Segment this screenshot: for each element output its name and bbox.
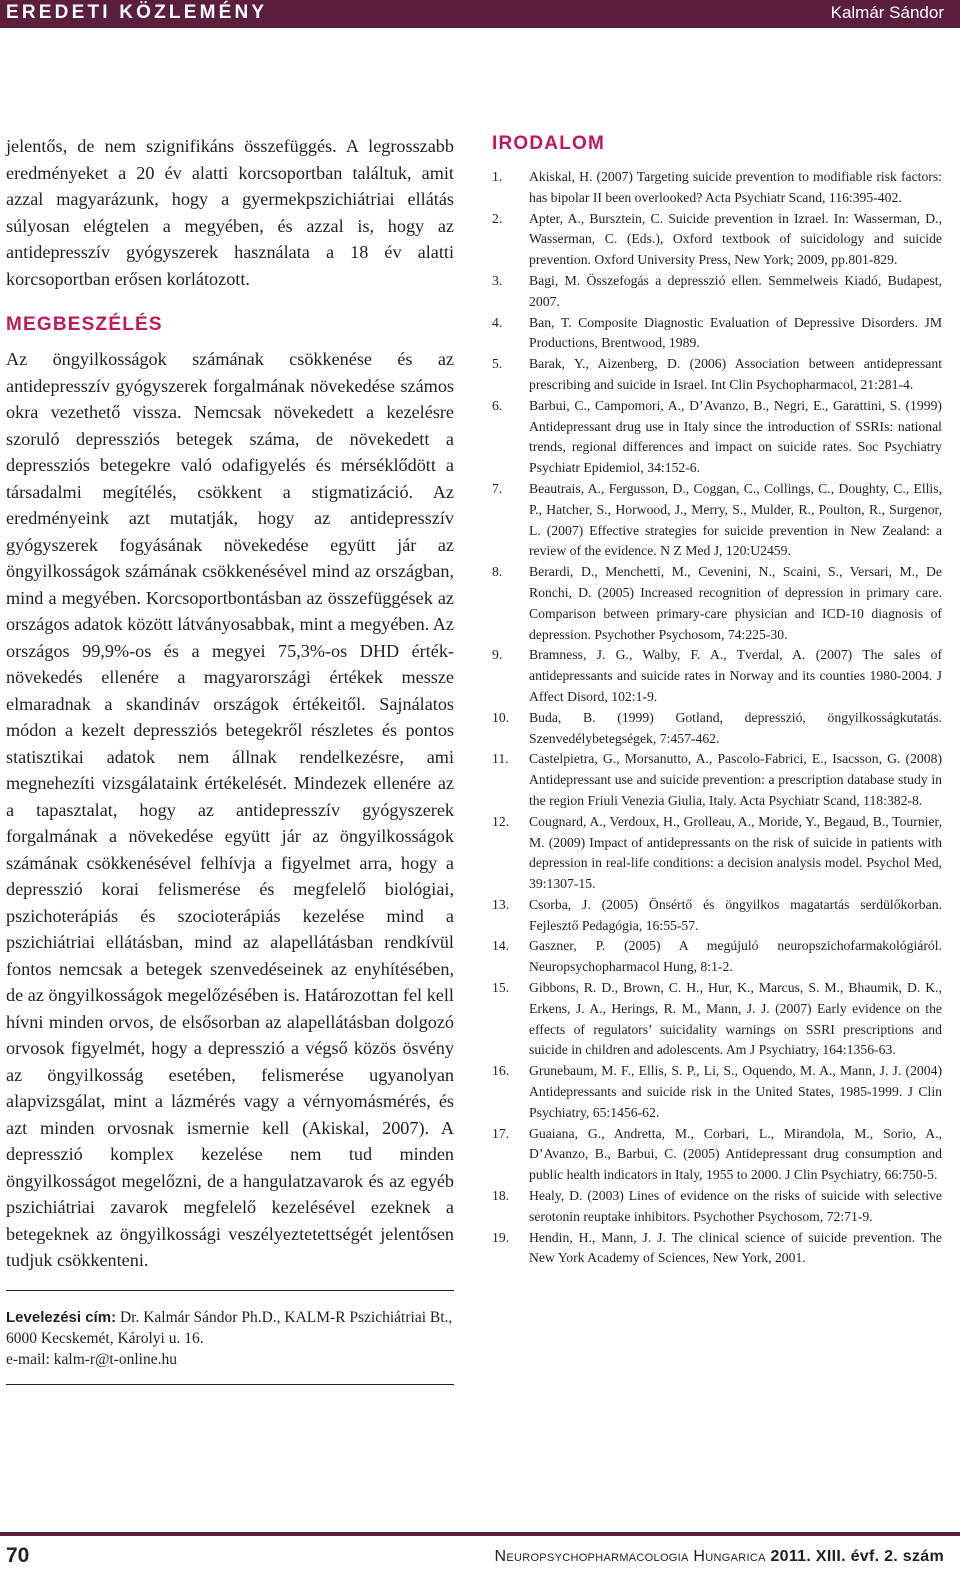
reference-number: 16. <box>492 1063 510 1079</box>
correspondence-email: e-mail: kalm-r@t-online.hu <box>6 1350 177 1368</box>
reference-text: Buda, B. (1999) Gotland, depresszió, öngyilkosságkutatás. Szenvedélybetegségek, 7:457-462. <box>529 709 942 746</box>
reference-item <box>492 812 942 895</box>
correspondence-block <box>6 1307 454 1370</box>
reference-text: Cougnard, A., Verdoux, H., Grolleau, A., Moride, Y., Begaud, B., Tournier, M. (2009) Impact of antidepressants on the risk of suicide in patients with depression in real-life conditions: a decision analysis model. Psychol Med, 39:1307-15. <box>529 813 942 892</box>
reference-number: 14. <box>492 938 510 954</box>
divider-bottom <box>6 1384 454 1385</box>
reference-number: 2. <box>492 210 503 226</box>
reference-number: 4. <box>492 314 503 330</box>
reference-item <box>492 354 942 396</box>
reference-text: Bramness, J. G., Walby, F. A., Tverdal, A. (2007) The sales of antidepressants and suicide rates in Norway and its counties 1980-2004. J Affect Disord, 102:1-9. <box>529 647 942 704</box>
divider-top <box>6 1290 454 1291</box>
reference-item <box>492 1228 942 1270</box>
correspondence-label: Levelezési cím: <box>6 1308 117 1326</box>
reference-text: Beautrais, A., Fergusson, D., Coggan, C., Collings, C., Doughty, C., Ellis, P., Hatcher, S., Horwood, J., Merry, S., Mulder, R., Poulton, R., Surgenor, L. (2007) Effective strategies for suicide prevention in New Zealand: a review of the evidence. N Z Med J, 120:U2459. <box>529 480 942 559</box>
reference-item <box>492 167 942 209</box>
reference-text: Gibbons, R. D., Brown, C. H., Hur, K., Marcus, S. M., Bhaumik, D. K., Erkens, J. A., Herings, R. M., Mann, J. J. (2007) Early evidence on the effects of regulators’ suicidality warnings on SSRI prescriptions and suicide in children and adolescents. Am J Psychiatry, 164:1356-63. <box>529 980 942 1058</box>
reference-item <box>492 645 942 707</box>
discussion-heading: MEGBESZÉLÉS <box>6 314 163 335</box>
reference-number: 11. <box>492 751 509 767</box>
reference-text: Berardi, D., Menchetti, M., Cevenini, N., Scaini, S., Versari, M., De Ronchi, D. (2005) Increased recognition of depression in primary care. Comparison between primary-care physician and ICD-10 diagnosis of depression. Psychother Psychosom, 74:225-30. <box>529 564 942 642</box>
reference-text: Healy, D. (2003) Lines of evidence on the risks of suicide with selective serotonin reuptake inhibitors. Psychother Psychosom, 72:71-9. <box>529 1188 942 1224</box>
reference-item <box>492 1124 942 1186</box>
reference-item <box>492 313 942 355</box>
discussion-paragraph: Az öngyilkosságok számának csökkenése és az antidepresszív gyógyszerek forgalmának növekedése számos okra vezethető vissza. Nemcsak növekedett a kezelésre szoruló depressziós betegek száma, de növekedett a depressziós betegekre való odafigyelés és mérséklődött a társadalmi megítélés, csökkent a stigmatizáció. Az eredményeink azt mutatják, hogy az antidepresszív gyógyszerek fogyásának növekedése együtt jár az öngyilkosságok számának csökkenésével mind az országban, mind a megyében. Korcsoportbontásban az összefüggések az országos adatok között látványosabbak, mint a megyében. Az országos 99,9%-os és a megyei 75,3%-os DHD érték-növekedés ellenére a magyarországi értékek messze elmaradnak a skandináv országok értékeitől. Sajnálatos módon a kezelt depressziós betegekről részletes és pontos statisztikai adatok nem állnak rendelkezésre, ami megnehezíti vizsgálataink értékelését. Mindezek ellenére az a tapasztalat, hogy az antidepresszív gyógyszerek forgalmának a növekedése együtt jár az öngyilkosságok számának csökkenésével felhívja a figyelmet arra, hogy a depresszió korai felismerése és megfelelő biológiai, pszichoterápiás és szocioterápiás kezelése mind a pszichiátriai ellátásban, mind az alapellátásban rendkívül fontos nemcsak a betegek szenvedéseinek az enyhítésében, de az öngyilkosságok megelőzésében is. Határozottan fel kell hívni minden orvos, de elsősorban az alapellátásban dolgozó orvosok figyelmét, hogy a depresszió a végső közös ösvény az öngyilkosság esetében, felismerése ugyanolyan alapvizsgálat, mint a lázmérés vagy a vérnyomásmérés, és azt minden orvosnak ismernie kell (Akiskal, 2007). A depresszió komplex kezelése nem tud minden öngyilkosságot megelőzni, de a hangulatzavarok és az egyéb pszichiátriai zavarok megfelelő kezelésével ezeknek a betegeknek az öngyilkossági veszélyeztetettségét jelentősen tudjuk csökkenteni. <box>6 349 454 1270</box>
reference-text: Csorba, J. (2005) Önsértő és öngyilkos magatartás serdülőkorban. Fejlesztő Pedagógia, 16:55-57. <box>529 896 942 933</box>
reference-text: Barak, Y., Aizenberg, D. (2006) Association between antidepressant prescribing and suicide in Israel. Int Clin Psychopharmacol, 21:281-4. <box>529 356 942 392</box>
correspondence-address: Dr. Kalmár Sándor Ph.D., KALM-R Pszichiátriai Bt., 6000 Kecskemét, Károlyi u. 16. <box>6 1308 453 1347</box>
reference-text: Ban, T. Composite Diagnostic Evaluation of Depressive Disorders. JM Productions, Brentwood, 1989. <box>529 314 942 351</box>
reference-number: 15. <box>492 980 510 996</box>
references-heading: IRODALOM <box>492 133 606 154</box>
reference-number: 3. <box>492 272 503 288</box>
reference-item <box>492 936 942 978</box>
reference-number: 1. <box>492 169 503 184</box>
reference-item <box>492 479 942 562</box>
reference-text: Gaszner, P. (2005) A megújuló neuropszichofarmakológiáról. Neuropsychopharmacol Hung, 8:1-2. <box>529 938 942 975</box>
reference-text: Akiskal, H. (2007) Targeting suicide prevention to modifiable risk factors: has bipolar II been overlooked? Acta Psychiatr Scand, 116:395-402. <box>529 169 942 205</box>
reference-item <box>492 1186 942 1228</box>
reference-number: 7. <box>492 480 503 496</box>
reference-item <box>492 562 942 645</box>
reference-item <box>492 209 942 271</box>
reference-item <box>492 708 942 750</box>
reference-item <box>492 1061 942 1123</box>
footer-rule <box>0 1532 960 1536</box>
left-column <box>6 133 454 1385</box>
reference-text: Castelpietra, G., Morsanutto, A., Pascolo-Fabrici, E., Isacsson, G. (2008) Antidepressant use and suicide prevention: a prescription database study in the region Friuli Venezia Giulia, Italy. Acta Psychiatr Scand, 118:382-8. <box>529 751 942 808</box>
intro-paragraph: jelentős, de nem szignifikáns összefüggés. A legrosszabb eredményeket a 20 év alatti korcsoportban találtuk, amit azzal magyarázunk, hogy a gyermekpszichiátriai ellátás súlyosan elégtelen a megyében, és azzal is, hogy az antidepresszív gyógyszerek használata a 18 év alatti korcsoportban erősen korlátozott. <box>6 136 454 289</box>
reference-number: 9. <box>492 647 503 663</box>
reference-number: 13. <box>492 896 510 912</box>
reference-text: Guaiana, G., Andretta, M., Corbari, L., Mirandola, M., Sorio, A., D’Avanzo, B., Barbui, C. (2005) Antidepressant drug consumption and public health indicators in Italy, 1955 to 2000. J Clin Psychiatry, 66:750-5. <box>529 1125 942 1183</box>
reference-text: Bagi, M. Összefogás a depresszió ellen. Semmelweis Kiadó, Budapest, 2007. <box>529 272 942 309</box>
reference-number: 17. <box>492 1125 510 1141</box>
reference-item <box>492 749 942 811</box>
reference-item <box>492 978 942 1061</box>
right-column <box>492 133 942 1269</box>
reference-number: 5. <box>492 356 503 372</box>
section-label: EREDETI KÖZLEMÉNY <box>6 2 268 23</box>
reference-number: 18. <box>492 1188 510 1204</box>
reference-number: 6. <box>492 397 503 413</box>
page-number: 70 <box>6 1544 30 1567</box>
reference-text: Hendin, H., Mann, J. J. The clinical science of suicide prevention. The New York Academy of Sciences, New York, 2001. <box>529 1229 942 1266</box>
journal-name: Neuropsychopharmacologia Hungarica <box>494 1548 766 1565</box>
reference-number: 19. <box>492 1229 510 1245</box>
journal-volume: 2011. XIII. évf. 2. szám <box>770 1548 944 1565</box>
reference-number: 12. <box>492 813 510 829</box>
reference-item <box>492 396 942 479</box>
page-header <box>0 0 960 28</box>
reference-item <box>492 271 942 313</box>
reference-list <box>492 167 942 1269</box>
reference-number: 10. <box>492 709 510 725</box>
reference-item <box>492 895 942 937</box>
reference-number: 8. <box>492 564 503 580</box>
journal-citation <box>494 1548 944 1566</box>
reference-text: Grunebaum, M. F., Ellis, S. P., Li, S., Oquendo, M. A., Mann, J. J. (2004) Antidepressants and suicide risk in the United States, 1985-1999. J Clin Psychiatry, 65:1456-62. <box>529 1063 942 1120</box>
reference-text: Apter, A., Bursztein, C. Suicide prevention in Izrael. In: Wasserman, D., Wasserman, C. (Eds.), Oxford textbook of suicidology and suicide prevention. Oxford University Press, New York; 2009, pp.801-829. <box>529 210 942 268</box>
reference-text: Barbui, C., Campomori, A., D’Avanzo, B., Negri, E., Garattini, S. (1999) Antidepressant drug use in Italy since the introduction of SSRIs: national trends, regional differences and impact on suicide rates. Soc Psychiatry Psychiatr Epidemiol, 34:152-6. <box>529 397 942 476</box>
running-author: Kalmár Sándor <box>830 3 944 22</box>
